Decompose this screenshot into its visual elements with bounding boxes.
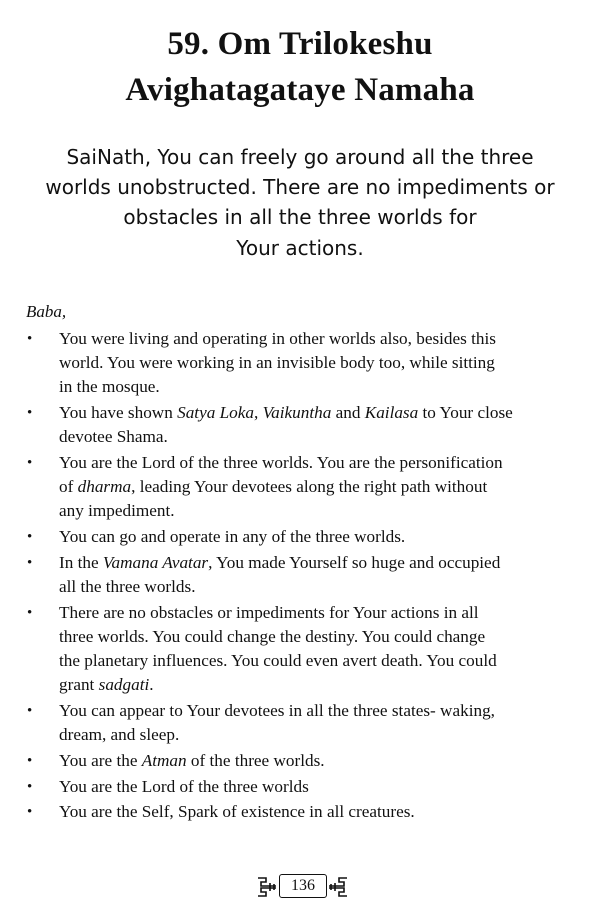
text-run: , (253, 403, 263, 423)
bullet-item (26, 775, 586, 799)
bullet-item (26, 699, 586, 747)
bullet-dot: • (27, 554, 33, 571)
salutation: Baba, (26, 302, 67, 321)
italic-term: Satya Loka (177, 403, 254, 423)
meaning-line-2: worlds unobstructed. There are no impediments or (45, 175, 555, 199)
page-title-line-1: 59. Om Trilokeshu (167, 26, 433, 62)
bullet-text-line (59, 723, 586, 747)
text-run: There are no obstacles or impediments for Your actions in all (59, 602, 479, 622)
bullet-text-line (59, 475, 586, 499)
bullet-text-line (59, 375, 586, 399)
bullet-text-line (59, 425, 586, 449)
text-run: You are the Self, Spark of existence in all creatures. (59, 802, 415, 822)
bullet-text-line (59, 327, 586, 351)
italic-term: sadgati (98, 675, 150, 695)
text-run: and (331, 403, 365, 423)
text-run: the planetary influences. You could even avert death. You could (59, 651, 497, 671)
bullet-text-line (59, 525, 586, 549)
bullet-dot: • (27, 455, 33, 472)
text-run: dream, and sleep. (59, 725, 180, 745)
text-run: three worlds. You could change the destiny. You could change (59, 626, 486, 646)
italic-term: dharma (77, 477, 132, 497)
bullet-text-line (59, 351, 586, 375)
bullet-dot: • (27, 804, 33, 821)
text-run: world. You were working in an invisible body too, while sitting (59, 353, 495, 373)
text-run: devotee Shama. (59, 427, 168, 447)
italic-term: Vamana Avatar (102, 552, 209, 572)
bullet-text-line (59, 575, 586, 599)
text-run: You are the Lord of the three worlds (59, 776, 309, 796)
text-run: , leading Your devotees along the right path without (131, 477, 488, 497)
bullet-dot: • (27, 405, 33, 422)
bullet-item (26, 749, 586, 773)
right-ornament-icon (327, 874, 349, 900)
text-run: any impediment. (59, 501, 175, 521)
text-run: of the three worlds. (186, 750, 325, 770)
bullet-text-line (59, 625, 586, 649)
page-footer (0, 874, 600, 900)
bullet-text-line (59, 499, 586, 523)
bullet-item (26, 551, 586, 599)
bullet-text-line (59, 673, 586, 697)
bullet-text-line (59, 699, 586, 723)
text-run: . (149, 675, 154, 695)
text-run: You can go and operate in any of the three worlds. (59, 527, 406, 547)
text-run: In the (59, 552, 103, 572)
bullet-text-line (59, 800, 586, 824)
bullet-item (26, 327, 586, 400)
page-title-line-2: Avighatagataye Namaha (125, 72, 475, 108)
italic-term: Kailasa (364, 403, 419, 423)
text-run: You are the Lord of the three worlds. You are the personification (59, 453, 503, 473)
bullet-text-line (59, 451, 586, 475)
bullet-dot: • (27, 331, 33, 347)
text-run: of (59, 477, 78, 497)
text-run: grant (59, 675, 99, 695)
bullet-text-line (59, 551, 586, 575)
bullet-item (26, 800, 586, 824)
italic-term: Vaikuntha (262, 403, 332, 423)
bullet-dot: • (27, 703, 33, 720)
bullet-item (26, 451, 586, 524)
bullet-item (26, 401, 586, 449)
bullet-text-line (59, 401, 586, 425)
meaning-line-1: SaiNath, You can freely go around all the three (66, 145, 534, 169)
bullet-dot: • (27, 778, 33, 795)
text-run: in the mosque. (59, 377, 160, 397)
bullet-text-line (59, 649, 586, 673)
bullet-dot: • (27, 752, 33, 769)
bullet-list (26, 327, 586, 826)
text-run: all the three worlds. (59, 577, 196, 597)
meaning-line-3: obstacles in all the three worlds for (123, 205, 477, 229)
text-run: to Your close (418, 403, 513, 423)
bullet-text-line (59, 775, 586, 799)
bullet-dot: • (27, 604, 33, 621)
italic-term: Atman (141, 750, 187, 770)
bullet-dot: • (27, 529, 33, 546)
bullet-text-line (59, 601, 586, 625)
page-number: 136 (279, 874, 327, 898)
bullet-item (26, 601, 586, 698)
left-ornament-icon (256, 874, 278, 900)
text-run: You can appear to Your devotees in all the three states- waking, (59, 701, 495, 721)
text-run: You are the (59, 750, 142, 770)
meaning-line-4: Your actions. (236, 236, 364, 260)
bullet-item (26, 525, 586, 549)
text-run: You were living and operating in other worlds also, besides this (59, 329, 496, 348)
bullet-text-line (59, 749, 586, 773)
text-run: , You made Yourself so huge and occupied (208, 552, 501, 572)
text-run: You have shown (59, 403, 178, 423)
